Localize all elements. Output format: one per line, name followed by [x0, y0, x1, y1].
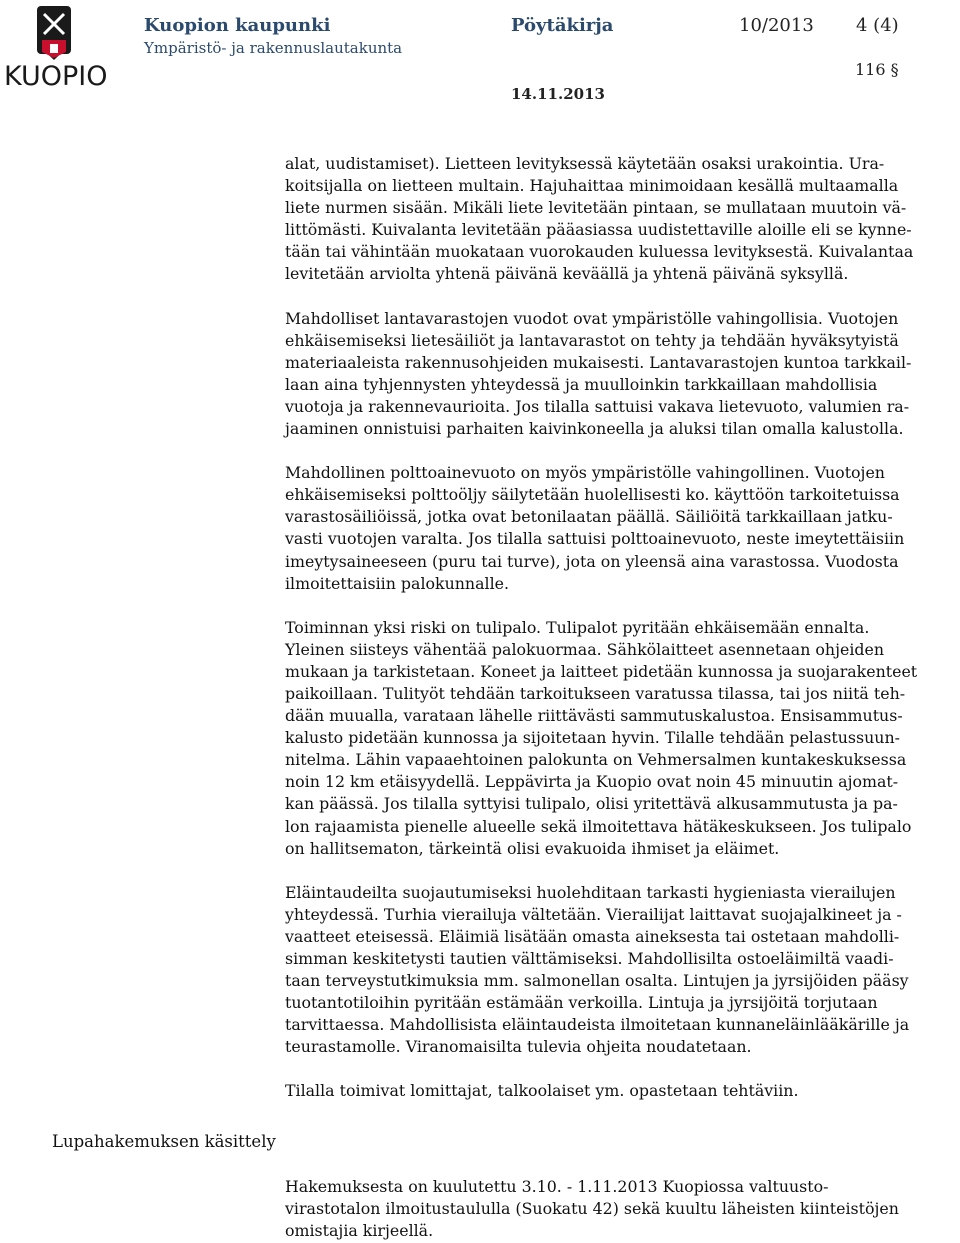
- text-line: nitelma. Lähin vapaaehtoinen palokunta on Vehmersalmen kuntakeskuksessa: [285, 750, 907, 770]
- text-line: alat, uudistamiset). Lietteen levityksessä käytetään osaksi urakointia. Ura-: [285, 154, 885, 173]
- text-line: jaaminen onnistuisi parhaiten kaivinkoneella ja aluksi tilan omalla kalustolla.: [285, 419, 904, 439]
- text-line: kalusto pidetään kunnossa ja sijoitetaan hyvin. Tilalle tehdään pelastussuun-: [285, 728, 900, 748]
- text-line: varastosäiliöissä, jotka ovat betonilaatan päällä. Säiliöitä tarkkaillaan jatku-: [285, 507, 893, 527]
- text-line: noin 12 km etäisyydellä. Leppävirta ja Kuopio ovat noin 45 minuutin ajomat-: [285, 772, 899, 792]
- meeting-date: 14.11.2013: [511, 85, 605, 103]
- text-line: imeytysaineeseen (puru tai turve), jota on yleensä aina varastossa. Vuodosta: [285, 551, 899, 571]
- text-line: vasti vuotojen varalta. Jos tilalla sattuisi polttoainevuoto, neste imeytettäisiin: [285, 529, 905, 549]
- text-line: Hakemuksesta on kuulutettu 3.10. - 1.11.2013 Kuopiossa valtuusto-: [285, 1177, 829, 1196]
- text-line: mukaan ja tarkistetaan. Koneet ja laitteet pidetään kunnossa ja suojarakenteet: [285, 661, 918, 681]
- organization-name: Kuopion kaupunki: [144, 15, 331, 36]
- document-number: 10/2013: [739, 15, 814, 36]
- text-line: ehkäisemiseksi polttoöljy säilytetään huolellisesti ko. käyttöön tarkoitetuissa: [285, 485, 900, 505]
- body-paragraph: [285, 462, 960, 595]
- logo-wordmark: KUOPIO: [4, 61, 108, 92]
- text-line: taan terveystutkimuksia mm. salmonellan osalta. Lintujen ja jyrsijöiden pääsy: [285, 971, 909, 991]
- body-paragraph: [285, 308, 960, 441]
- body-paragraph: [285, 153, 960, 286]
- text-line: simman keskitetysti tautien välttämiseksi. Mahdollisilta ostoeläimiltä vaadi-: [285, 949, 894, 968]
- text-line: littömästi. Kuivalanta levitetään pääasiassa uudistettaville aloille eli se kynne-: [285, 220, 912, 240]
- body-paragraph: [285, 617, 960, 860]
- text-line: virastotalon ilmoitustaululla (Suokatu 42) sekä kuultu läheisten kiinteistöjen: [285, 1199, 899, 1219]
- text-line: materiaaleista rakennusohjeiden mukaisesti. Lantavarastojen kuntoa tarkkail-: [285, 352, 912, 372]
- text-line: Mahdolliset lantavarastojen vuodot ovat ympäristölle vahingollisia. Vuotojen: [285, 308, 899, 328]
- text-line: kan päässä. Jos tilalla syttyisi tulipalo, olisi yritettävä alkusammutusta ja pa-: [285, 794, 898, 814]
- text-line: liete nurmen sisään. Mikäli liete levitetään pintaan, se mullataan muutoin vä-: [285, 198, 907, 218]
- text-line: vuotoja ja rakennevaurioita. Jos tilalla sattuisi vakava lietevuoto, valumien ra-: [285, 396, 910, 416]
- final-paragraph: [285, 1176, 960, 1242]
- coat-of-arms-icon: [4, 4, 104, 64]
- text-line: levitetään arviolta yhtenä päivänä keväällä ja yhtenä päivänä syksyllä.: [285, 264, 849, 284]
- text-line: yhteydessä. Turhia vierailuja vältetään. Vierailijat laittavat suojajalkineet ja -: [285, 904, 902, 924]
- text-line: vaatteet eteisessä. Eläimiä lisätään omasta aineksesta tai ostetaan mahdolli-: [285, 926, 900, 946]
- text-line: koitsijalla on lietteen multain. Hajuhaittaa minimoidaan kesällä multaamalla: [285, 176, 899, 196]
- text-line: laan aina tyhjennysten yhteydessä ja muulloinkin tarkkaillaan mahdollisia: [285, 374, 878, 394]
- text-line: Eläintaudeilta suojautumiseksi huolehditaan tarkasti hygieniasta vierailujen: [285, 882, 896, 902]
- text-line: ilmoitettaisiin palokunnalle.: [285, 573, 509, 593]
- text-line: Yleinen siisteys vähentää palokuormaa. Sähkölaitteet asennetaan ohjeiden: [285, 639, 885, 659]
- text-line: on hallitsematon, tärkeintä olisi evakuoida ihmiset ja eläimet.: [285, 838, 780, 858]
- text-line: tään tai vähintään muokataan vuorokauden kuluessa levityksestä. Kuivalantaa: [285, 242, 914, 262]
- text-line: Tilalla toimivat lomittajat, talkoolaiset ym. opastetaan tehtäviin.: [285, 1081, 799, 1101]
- text-line: dään muualla, varataan lähelle riittävästi sammutuskalustoa. Ensisammutus-: [285, 706, 903, 726]
- text-line: teurastamolle. Viranomaisilta tulevia ohjeita noudatetaan.: [285, 1037, 752, 1057]
- main-content: [285, 153, 960, 1125]
- text-line: ehkäisemiseksi lietesäiliöt ja lantavarastot on tehty ja tehdään hyväksytyistä: [285, 330, 899, 350]
- text-line: lon rajaamista pienelle alueelle sekä ilmoitettava hätäkeskukseen. Jos tulipalo: [285, 816, 912, 836]
- text-line: omistajia kirjeellä.: [285, 1221, 434, 1241]
- section-number: 116 §: [855, 60, 899, 79]
- kuopio-logo: [4, 4, 108, 96]
- text-line: paikoillaan. Tulityöt tehdään tarkoitukseen varatussa tilassa, tai jos niitä teh-: [285, 683, 906, 703]
- text-line: tarvittaessa. Mahdollisista eläintaudeista ilmoitetaan kunnaneläinlääkärille ja: [285, 1015, 910, 1035]
- text-line: tuotantotiloihin pyritään estämään verkoilla. Lintuja ja jyrsijöitä torjutaan: [285, 993, 878, 1013]
- committee-name: Ympäristö- ja rakennuslautakunta: [144, 39, 403, 57]
- document-type: Pöytäkirja: [511, 15, 614, 36]
- body-paragraph: [285, 1080, 960, 1102]
- body-paragraph: [285, 882, 960, 1059]
- section-heading-permit-processing: Lupahakemuksen käsittely: [52, 1132, 276, 1151]
- page-number: 4 (4): [856, 15, 899, 36]
- text-line: Mahdollinen polttoainevuoto on myös ympäristölle vahingollinen. Vuotojen: [285, 463, 885, 483]
- text-line: Toiminnan yksi riski on tulipalo. Tulipalot pyritään ehkäisemään ennalta.: [285, 617, 870, 637]
